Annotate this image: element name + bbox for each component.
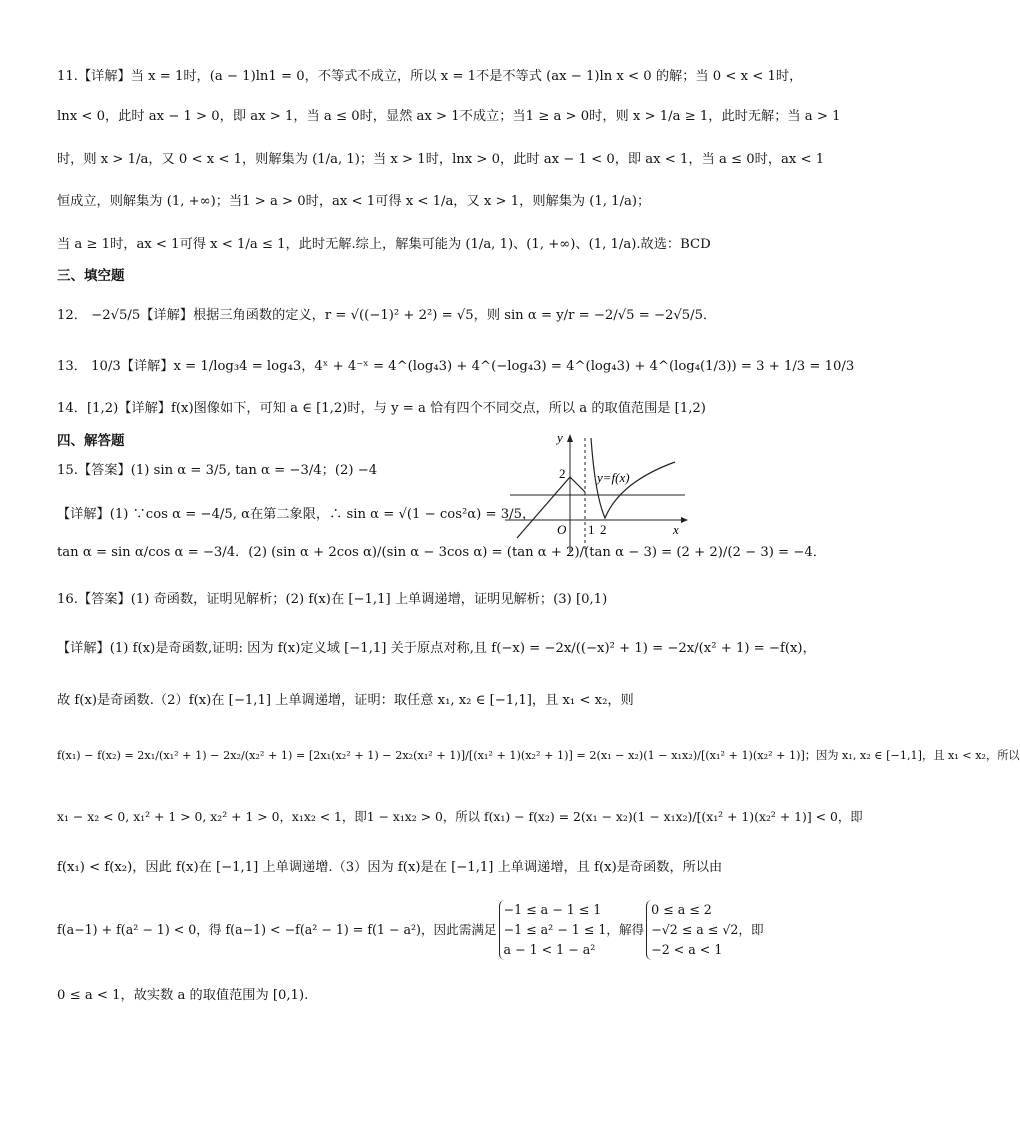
q12-line: 12． −2√5/5【详解】根据三角函数的定义，r = √((−1)² + 2²) = √5，则 sin α = y/r = −2/√5 = −2√5/5． (57, 308, 717, 323)
x-tick-1: 1 (588, 522, 595, 537)
q16-detail-6-c: ，即 (738, 922, 764, 937)
q15-detail-2: tan α = sin α/cos α = −3/4．(2) (sin α + 2cos α)/(sin α − 3cos α) = (tan α + 2)/(tan α − 3) = (2 + 2)/(2 − 3) = −4． (57, 545, 826, 560)
section-heading-fill-in: 三、填空题 (57, 268, 125, 284)
q16-detail-6-b: ，解得 (606, 922, 645, 937)
system-2 (646, 900, 738, 960)
q11-line-3: 时，则 x > 1/a，又 0 < x < 1，则解集为 (1/a, 1)；当 x > 1时，lnx > 0，此时 ax − 1 < 0，即 ax < 1，当 a ≤ 0时，ax < 1 (57, 152, 825, 167)
x-tick-2: 2 (600, 522, 607, 537)
q11-line-5: 当 a ≥ 1时，ax < 1可得 x < 1/a ≤ 1，此时无解.综上，解集可能为 (1/a, 1)、(1, +∞)、(1, 1/a).故选：BCD (57, 237, 711, 252)
q16-detail-1: 【详解】(1) f(x)是奇函数,证明: 因为 f(x)定义域 [−1,1] 关于原点对称,且 f(−x) = −2x/((−x)² + 1) = −2x/(x² + 1) = −f(x)， (57, 641, 816, 656)
system-1 (499, 900, 607, 960)
function-graph (505, 430, 695, 555)
system-2-row: −√2 ≤ a ≤ √2 (651, 922, 739, 937)
x-axis-arrow (681, 517, 688, 523)
q15-answer: 15.【答案】(1) sin α = 3/5, tan α = −3/4；(2) −4 (57, 463, 378, 478)
curve-left-part (517, 477, 585, 538)
curve-label: y=f(x) (597, 470, 630, 485)
y-tick-2: 2 (559, 466, 566, 481)
origin-label: O (557, 522, 567, 537)
q16-answer: 16.【答案】(1) 奇函数，证明见解析；(2) f(x)在 [−1,1] 上单调递增，证明见解析；(3) [0,1) (57, 592, 608, 607)
system-1-row: a − 1 < 1 − a² (503, 942, 596, 957)
system-2-row: 0 ≤ a ≤ 2 (651, 902, 712, 917)
y-axis-arrow (567, 434, 573, 442)
q13-line: 13． 10/3【详解】x = 1/log₃4 = log₄3，4ˣ + 4⁻ˣ = 4^(log₄3) + 4^(−log₄3) = 4^(log₄3) + 4^(log₄(1/3)) = 3 + 1/3 = 10/3 (57, 359, 855, 374)
y-axis-label: y (557, 430, 563, 445)
x-axis-label: x (673, 522, 679, 537)
q16-detail-3: f(x₁) − f(x₂) = 2x₁/(x₁² + 1) − 2x₂/(x₂² + 1) = [2x₁(x₂² + 1) − 2x₂(x₁² + 1)]/[(x₁² + 1)(x₂² + 1)] = 2(x₁ − x₂)(1 − x₁x₂)/[(x₁² + 1)(x₂² + 1)]；因为 x₁, x₂ ∈ [−1,1]，且 x₁ < x₂，所以 (57, 749, 1020, 762)
q16-detail-6 (57, 900, 764, 960)
q11-line-1: 11.【详解】当 x = 1时，(a − 1)ln1 = 0，不等式不成立，所以 x = 1不是不等式 (ax − 1)ln x < 0 的解；当 0 < x < 1时， (57, 69, 803, 84)
section-heading-solve: 四、解答题 (57, 433, 125, 449)
system-2-row: −2 < a < 1 (651, 942, 723, 957)
q15-detail-1: 【详解】(1) ∵cos α = −4/5, α在第二象限，∴ sin α = √(1 − cos²α) = 3/5， (57, 507, 536, 522)
q16-detail-2: 故 f(x)是奇函数.（2）f(x)在 [−1,1] 上单调递增，证明：取任意 x₁, x₂ ∈ [−1,1]，且 x₁ < x₂，则 (57, 693, 634, 708)
q11-line-4: 恒成立，则解集为 (1, +∞)；当1 > a > 0时，ax < 1可得 x < 1/a，又 x > 1，则解集为 (1, 1/a)； (57, 194, 651, 209)
q16-conclusion: 0 ≤ a < 1，故实数 a 的取值范围为 [0,1). (57, 988, 309, 1003)
q16-detail-6-a: f(a−1) + f(a² − 1) < 0，得 f(a−1) < −f(a² − 1) = f(1 − a²)，因此需满足 (57, 922, 497, 937)
q14-line: 14．[1,2)【详解】f(x)图像如下，可知 a ∈ [1,2)时，与 y = a 恰有四个不同交点，所以 a 的取值范围是 [1,2) (57, 401, 706, 416)
q16-detail-4: x₁ − x₂ < 0, x₁² + 1 > 0, x₂² + 1 > 0，x₁x₂ < 1，即1 − x₁x₂ > 0，所以 f(x₁) − f(x₂) = 2(x₁ − x₂)(1 − x₁x₂)/[(x₁² + 1)(x₂² + 1)] < 0，即 (57, 809, 863, 824)
q16-detail-5: f(x₁) < f(x₂)，因此 f(x)在 [−1,1] 上单调递增.（3）因为 f(x)是在 [−1,1] 上单调递增，且 f(x)是奇函数，所以由 (57, 860, 723, 875)
system-1-row: −1 ≤ a − 1 ≤ 1 (503, 902, 602, 917)
q11-line-2: lnx < 0，此时 ax − 1 > 0，即 ax > 1，当 a ≤ 0时，显然 ax > 1不成立；当1 ≥ a > 0时，则 x > 1/a ≥ 1，此时无解；当 a > 1 (57, 109, 841, 124)
system-1-row: −1 ≤ a² − 1 ≤ 1 (503, 922, 607, 937)
